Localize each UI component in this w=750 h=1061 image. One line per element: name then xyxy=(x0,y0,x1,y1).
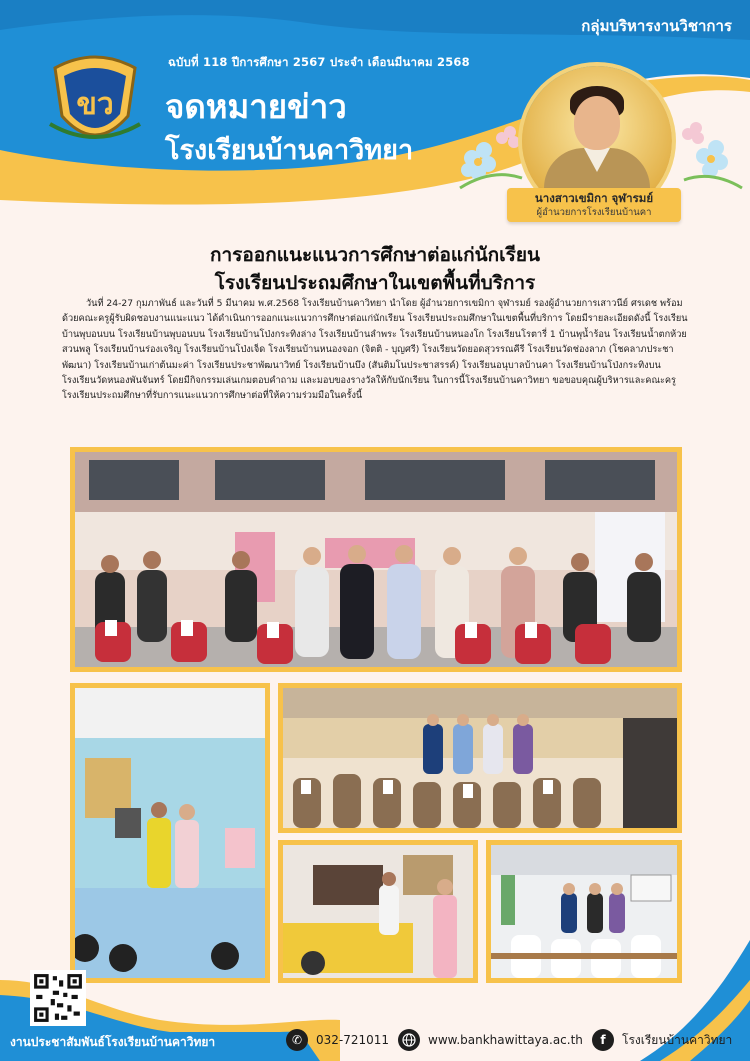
footer-pr-unit: งานประชาสัมพันธ์โรงเรียนบ้านคาวิทยา xyxy=(10,1035,216,1049)
globe-icon xyxy=(398,1029,420,1051)
director-role: ผู้อำนวยการโรงเรียนบ้านคา xyxy=(536,207,652,218)
phone-icon: ✆ xyxy=(286,1029,308,1051)
facebook-page[interactable]: โรงเรียนบ้านคาวิทยา xyxy=(622,1032,733,1047)
qr-code-icon[interactable] xyxy=(30,970,86,1026)
director-name: นางสาวเขมิกา จุฬารมย์ xyxy=(534,191,654,205)
footer-facebook[interactable] xyxy=(592,1029,732,1051)
classroom-photo-top-right-image xyxy=(283,688,677,828)
header xyxy=(0,0,750,235)
classroom-photo-top-right xyxy=(278,683,682,833)
director-name-box xyxy=(507,188,681,222)
newsletter-title: จดหมายข่าว xyxy=(165,87,347,126)
school-logo-icon xyxy=(40,46,150,154)
footer-website[interactable] xyxy=(398,1029,583,1051)
facebook-icon: f xyxy=(592,1029,614,1051)
issue-info: ฉบับที่ 118 ปีการศึกษา 2567 ประจำ เดือนมีนาคม 2568 xyxy=(168,55,470,69)
classroom-photo-left xyxy=(70,683,270,983)
footer-phone[interactable] xyxy=(286,1029,389,1051)
department-name: กลุ่มบริหารงานวิชาการ xyxy=(581,17,732,35)
article-body: วันที่ 24-27 กุมภาพันธ์ และวันที่ 5 มีนาคม พ.ศ.2568 โรงเรียนบ้านคาวิทยา นำโดย ผู้อำนวยการเขมิกา จุฬารมย์ รองผู้อำนวยการเสาวนีย์ ศรเดช พร้อมด้วยคณะครูผู้รับผิดชอบงานแนะแนว ได้ดำเนินการออกแนะแนวการศึกษาต่อแก่นักเรียน โรงเรียนประถมศึกษาในเขตพื้นที่บริการ โดยมีรายละเอียดดังนี้ โรงเรียนบ้านพุบอนบน โรงเรียนบ้านพุบอนบน โรงเรียนบ้านโป่งกระทิงล่าง โรงเรียนบ้านลำพระ โรงเรียนบ้านหนองโก โรงเรียนโรตารี่ 1 บ้านพุน้ำร้อน โรงเรียนน้ำตกห้วยสวนพลู โรงเรียนบ้านร่องเจริญ โรงเรียนบ้านโป่งเจ็ด โรงเรียนบ้านหนองจอก (จิตติ - บุญศรี) โรงเรียนวัดยอดสุวรรณคีรี โรงเรียนวัดช่องลาภ (โชคลาภประชาพัฒนา) โรงเรียนบ้านเก่าต้นมะค่า โรงเรียนประชาพัฒนาวิทย์ โรงเรียนบ้านบึง (สันติมโนประชาสรรค์) โรงเรียนอนุบาลบ้านคา โรงเรียนบ้านโป่งกระทิงบน โรงเรียนวัดหนองพันจันทร์ โดยมีกิจกรรมเล่นเกมตอบคำถาม และมอบของรางวัลให้กับนักเรียน ในการนี้โรงเรียนบ้านคาวิทยา ขอขอบคุณผู้บริหารและคณะครูโรงเรียนประถมศึกษาที่รับการแนะแนวการศึกษาต่อที่ให้ความร่วมมือในครั้งนี้ xyxy=(62,298,688,402)
headline-line-2: โรงเรียนประถมศึกษาในเขตพื้นที่บริการ xyxy=(214,272,536,294)
group-photo-main xyxy=(70,447,682,672)
headline-line-1: การออกแนะแนวการศึกษาต่อแก่นักเรียน xyxy=(210,244,540,266)
group-photo-main-image xyxy=(75,452,677,667)
school-name: โรงเรียนบ้านคาวิทยา xyxy=(165,135,414,166)
website-link[interactable]: www.bankhawittaya.ac.th xyxy=(428,1033,583,1047)
logo-text: ขว xyxy=(76,87,114,122)
classroom-photo-left-image xyxy=(75,688,265,978)
phone-number: 032-721011 xyxy=(316,1033,390,1047)
article-headline xyxy=(0,241,750,297)
